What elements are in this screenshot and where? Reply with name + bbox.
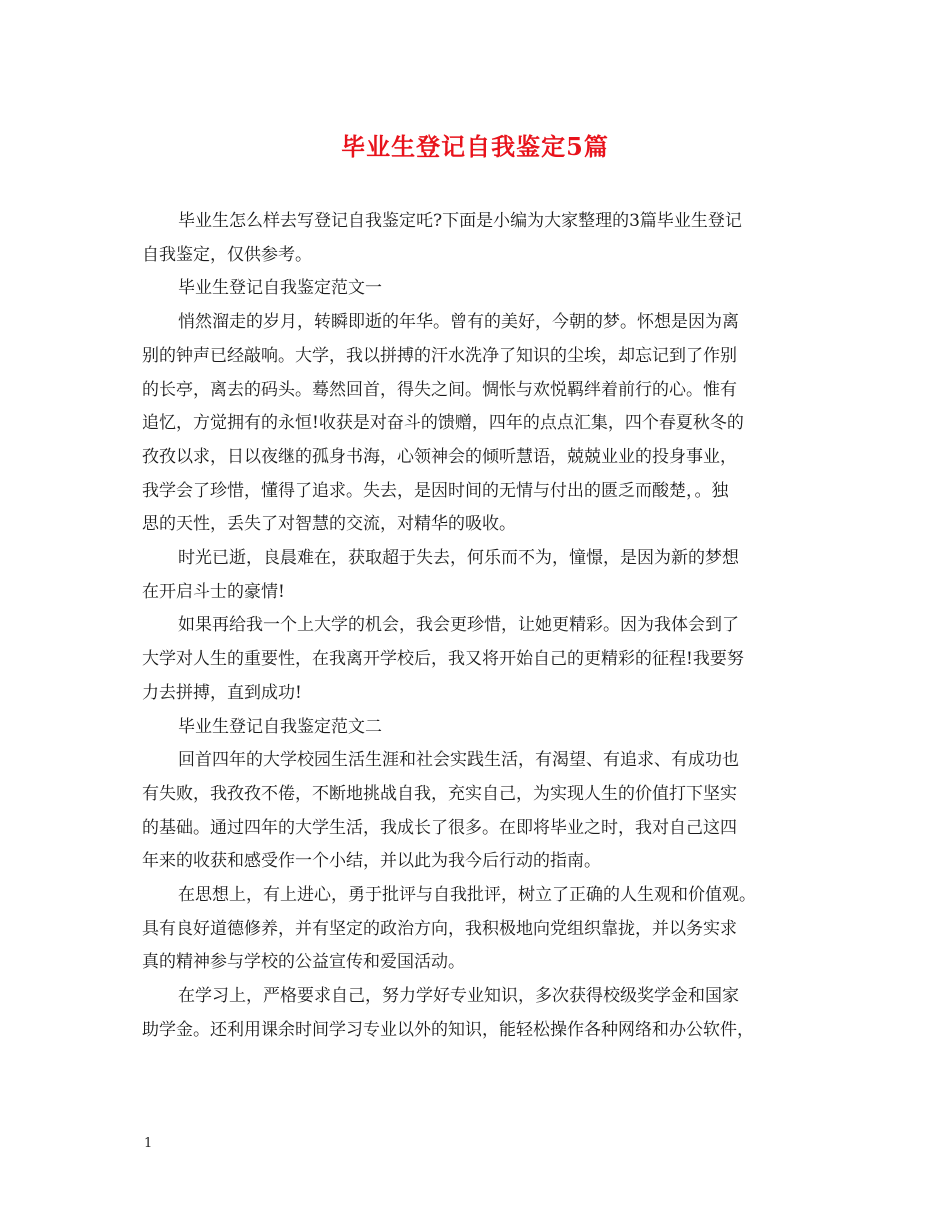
paragraph-line: 具有良好道德修养，并有坚定的政治方向，我积极地向党组织靠拢，并以务实求 [142, 918, 737, 939]
paragraph-line: 如果再给我一个上大学的机会，我会更珍惜，让她更精彩。因为我体会到了 [178, 615, 739, 636]
paragraph [142, 609, 830, 710]
paragraph-line: 思的天性，丢失了对智慧的交流，对精华的吸收。 [142, 514, 516, 535]
paragraph-line: 别的钟声已经敲响。大学，我以拼搏的汗水洗净了知识的尘埃，却忘记到了作别 [142, 345, 737, 366]
paragraph-line: 我学会了珍惜，懂得了追求。失去，是因时间的无情与付出的匮乏而酸楚，。独 [142, 480, 729, 501]
paragraph-line: 的基础。通过四年的大学生活，我成长了很多。在即将毕业之时，我对自己这四 [142, 817, 737, 838]
paragraph-line: 的长亭，离去的码头。蓦然回首，得失之间。惆怅与欢悦羁绊着前行的心。惟有 [142, 379, 737, 400]
paragraph-line: 大学对人生的重要性，在我离开学校后，我又将开始自己的更精彩的征程!我要努 [142, 649, 744, 670]
paragraph-line: 回首四年的大学校园生活生涯和社会实践生活，有渴望、有追求、有成功也 [178, 750, 739, 771]
document-body [142, 205, 830, 1048]
paragraph-line: 在学习上，严格要求自己，努力学好专业知识，多次获得校级奖学金和国家 [178, 986, 739, 1007]
paragraph-line: 时光已逝，良晨难在，获取超于失去，何乐而不为，憧憬，是因为新的梦想 [178, 548, 739, 569]
paragraph [142, 205, 830, 272]
paragraph-line: 毕业生登记自我鉴定范文一 [178, 278, 382, 299]
paragraph-line: 追忆，方觉拥有的永恒!收获是对奋斗的馈赠，四年的点点汇集，四个春夏秋冬的 [142, 413, 744, 434]
page-number: 1 [144, 1136, 153, 1151]
paragraph [142, 744, 830, 879]
paragraph-line: 有失败，我孜孜不倦，不断地挑战自我，充实自己，为实现人生的价值打下坚实 [142, 783, 737, 804]
paragraph [142, 980, 830, 1047]
document-title: 毕业生登记自我鉴定5篇 [341, 132, 609, 161]
paragraph-line: 年来的收获和感受作一个小结，并以此为我今后行动的指南。 [142, 851, 601, 872]
paragraph-line: 毕业生怎么样去写登记自我鉴定吒?下面是小编为大家整理的3篇毕业生登记 [178, 211, 742, 231]
paragraph-line: 悄然溜走的岁月，转瞬即逝的年华。曾有的美好，今朝的梦。怀想是因为离 [178, 312, 739, 333]
paragraph-line: 在开启斗士的豪情! [142, 581, 285, 602]
paragraph [142, 542, 830, 609]
paragraph-line: 在思想上，有上进心，勇于批评与自我批评，树立了正确的人生观和价值观。 [178, 885, 756, 906]
paragraph-line: 力去拼搏，直到成功! [142, 682, 302, 703]
paragraph [142, 879, 830, 980]
paragraph [142, 272, 830, 306]
paragraph-line: 孜孜以求，日以夜继的孤身书海，心领神会的倾听慧语，兢兢业业的投身事业， [142, 446, 737, 467]
paragraph-line: 自我鉴定，仅供参考。 [142, 244, 312, 265]
paragraph [142, 711, 830, 745]
paragraph [142, 306, 830, 542]
paragraph-line: 毕业生登记自我鉴定范文二 [178, 716, 382, 737]
paragraph-line: 助学金。还利用课余时间学习专业以外的知识，能轻松操作各种网络和办公软件， [142, 1019, 754, 1040]
paragraph-line: 真的精神参与学校的公益宣传和爱国活动。 [142, 952, 465, 973]
